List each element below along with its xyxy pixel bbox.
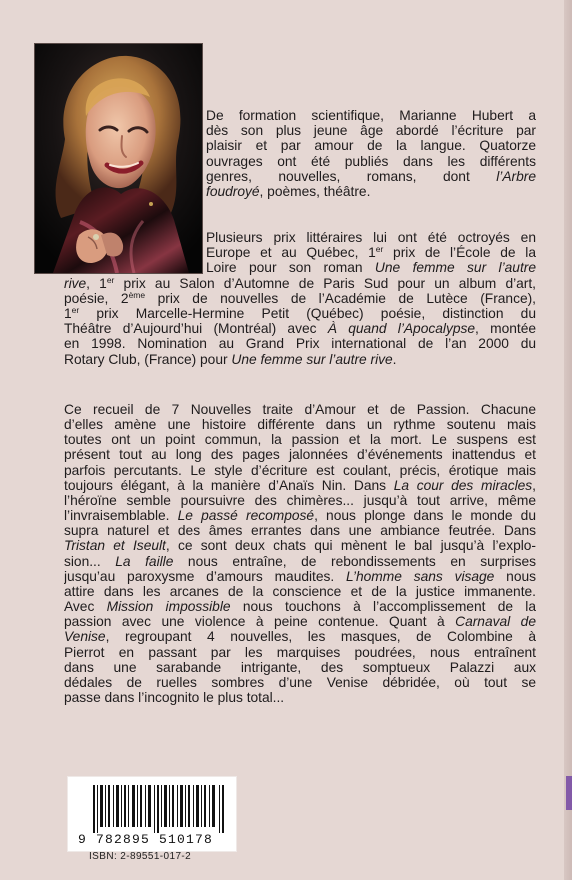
summary-line-6: toujours élégant, à la manière d’Anaïs Nin. Dans La cour des miracles, bbox=[64, 477, 536, 493]
barcode-label bbox=[68, 777, 236, 851]
bio2-line-1: Plusieurs prix littéraires lui ont été octroyés en bbox=[206, 230, 536, 245]
page-edge bbox=[564, 0, 572, 880]
summary-line-20: passe dans l’incognito le plus total... bbox=[64, 689, 285, 705]
summary-line-17: Pierrot en passant par les marquises poudrées, nous entraînent bbox=[64, 644, 536, 660]
summary-line-8: l’invraisemblable. Le passé recomposé, nous plonge dans le monde du bbox=[64, 508, 536, 524]
summary-line-18: dans une sarabande intrigante, des somptueux Palazzi aux bbox=[64, 659, 536, 675]
summary-line-11: sion... La faille nous entraîne, de rebondissements en surprises bbox=[64, 553, 536, 569]
summary-line-15: passion avec une violence à peine contenue. Quant à Carnaval de bbox=[64, 614, 536, 630]
purple-edge-mark bbox=[566, 776, 572, 810]
summary-line-4: présent tout au long des pages jalonnées d’événements inattendus et bbox=[64, 447, 536, 463]
barcode-number: 9 782895 510178 bbox=[78, 832, 214, 847]
summary-line-1: Ce recueil de 7 Nouvelles traite d’Amour et de Passion. Chacune bbox=[64, 402, 536, 417]
bio2-line-6: 1er prix Marcelle-Hermine Petit (Québec) poésie, distinction du bbox=[64, 306, 536, 322]
barcode-icon bbox=[93, 785, 228, 833]
bio1-line-5: genres, nouvelles, romans, dont l’Arbre bbox=[206, 168, 536, 184]
summary-line-7: l’héroïne semble poursuivre des chimères... jusqu’à tout arrive, même bbox=[64, 492, 536, 508]
summary-line-14: Avec Mission impossible nous touchons à l’accomplissement de la bbox=[64, 599, 536, 615]
bio2-line-8: en 1998. Nomination au Grand Prix international de l’an 2000 du bbox=[64, 336, 536, 352]
summary-line-16: Venise, regroupant 4 nouvelles, les masques, de Colombine à bbox=[64, 629, 536, 645]
bio2-line-9: Rotary Club, (France) pour Une femme sur l’autre rive. bbox=[64, 351, 397, 367]
bio-paragraph-2 bbox=[64, 230, 536, 367]
bio2-line-2: Europe et au Québec, 1er prix de l’École de la bbox=[206, 245, 536, 261]
bio2-line-7: Théâtre d’Aujourd’hui (Montréal) avec À quand l’Apocalypse, montée bbox=[64, 321, 536, 337]
bio1-line-6: foudroyé, poèmes, théâtre. bbox=[206, 184, 371, 200]
summary-line-19: dédales de ruelles sombres d’une Venise débridée, où tout se bbox=[64, 674, 536, 690]
summary-line-13: attire dans les arcanes de la conscience et de la justice immanente. bbox=[64, 583, 536, 599]
bio1-line-3: plaisir et par amour de la langue. Quatorze bbox=[206, 138, 536, 154]
summary-line-9: supra naturel et des âmes errantes dans une ambiance feutrée. Dans bbox=[64, 523, 536, 539]
bio2-line-4: rive, 1er prix au Salon d’Automne de Paris Sud pour un album d’art, bbox=[64, 275, 536, 291]
book-summary bbox=[64, 402, 536, 705]
summary-line-2: d’elles amène une histoire différente dans un rythme soutenu mais bbox=[64, 417, 536, 433]
bio1-line-1: De formation scientifique, Marianne Hubert a bbox=[206, 108, 536, 123]
bio-paragraph-1 bbox=[206, 108, 536, 199]
bio2-line-5: poésie, 2ème prix de nouvelles de l’Académie de Lutèce (France), bbox=[64, 290, 536, 306]
summary-line-10: Tristan et Iseult, ce sont deux chats qui mènent le bal jusqu’à l’explo- bbox=[64, 538, 536, 554]
summary-line-5: parfois percutants. Le style d’écriture est coulant, précis, érotique mais bbox=[64, 462, 536, 478]
isbn-text: ISBN: 2-89551-017-2 bbox=[89, 851, 192, 862]
summary-line-12: jusqu’au paroxysme d’amours maudites. L’homme sans visage nous bbox=[64, 568, 536, 584]
bio1-line-4: ouvrages ont été publiés dans les différents bbox=[206, 153, 536, 169]
summary-line-3: toutes ont un point commun, la passion et la mort. Le suspens est bbox=[64, 432, 536, 448]
bio2-line-3: Loire pour son roman Une femme sur l’autre bbox=[206, 260, 536, 276]
bio1-line-2: dès son plus jeune âge abordé l’écriture par bbox=[206, 123, 536, 139]
